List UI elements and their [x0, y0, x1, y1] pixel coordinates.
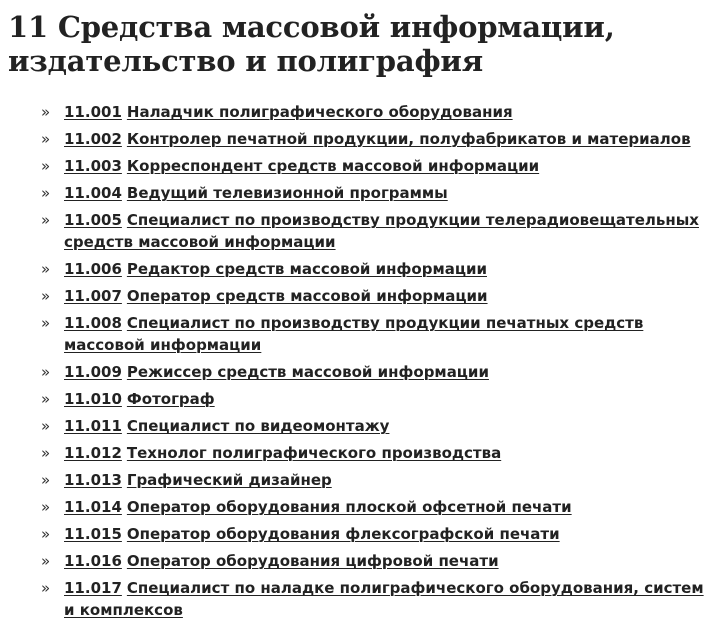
standard-name-link[interactable]: Оператор оборудования плоской офсетной печати: [126, 498, 572, 516]
list-item: [8, 415, 709, 437]
list-item: [8, 101, 709, 123]
bullet-icon: »: [41, 498, 51, 516]
bullet-icon: »: [41, 314, 51, 332]
bullet-icon: »: [41, 184, 51, 202]
list-item: [8, 469, 709, 491]
bullet-icon: »: [41, 471, 51, 489]
list-item: [8, 550, 709, 572]
bullet-icon: »: [41, 130, 51, 148]
list-item: [8, 209, 709, 253]
standard-code-link[interactable]: 11.001: [64, 103, 122, 121]
list-item: [8, 155, 709, 177]
page-title: [8, 10, 709, 78]
standard-name-link[interactable]: Оператор оборудования цифровой печати: [126, 552, 499, 570]
standard-name-link[interactable]: Оператор оборудования флексографской печати: [126, 525, 560, 543]
standard-name-link[interactable]: Специалист по производству продукции телерадиовещательных средств массовой информации: [64, 211, 699, 251]
list-item: [8, 442, 709, 464]
bullet-icon: »: [41, 417, 51, 435]
standard-name-link[interactable]: Специалист по наладке полиграфического оборудования, систем и комплексов: [64, 579, 704, 619]
bullet-icon: »: [41, 390, 51, 408]
standard-name-link[interactable]: Наладчик полиграфического оборудования: [126, 103, 513, 121]
bullet-icon: »: [41, 211, 51, 229]
standard-code-link[interactable]: 11.017: [64, 579, 122, 597]
standard-code-link[interactable]: 11.016: [64, 552, 122, 570]
standard-code-link[interactable]: 11.003: [64, 157, 122, 175]
standard-name-link[interactable]: Корреспондент средств массовой информации: [126, 157, 540, 175]
standard-code-link[interactable]: 11.006: [64, 260, 122, 278]
standard-name-link[interactable]: Фотограф: [126, 390, 215, 408]
standard-code-link[interactable]: 11.013: [64, 471, 122, 489]
list-item: [8, 285, 709, 307]
page-title-line-2: издательство и полиграфия: [8, 44, 483, 78]
standard-code-link[interactable]: 11.007: [64, 287, 122, 305]
bullet-icon: »: [41, 287, 51, 305]
standard-name-link[interactable]: Специалист по производству продукции печатных средств массовой информации: [64, 314, 644, 354]
standard-code-link[interactable]: 11.014: [64, 498, 122, 516]
bullet-icon: »: [41, 363, 51, 381]
bullet-icon: »: [41, 579, 51, 597]
standard-code-link[interactable]: 11.004: [64, 184, 122, 202]
standard-code-link[interactable]: 11.009: [64, 363, 122, 381]
list-item: [8, 361, 709, 383]
standard-code-link[interactable]: 11.002: [64, 130, 122, 148]
bullet-icon: »: [41, 444, 51, 462]
standard-code-link[interactable]: 11.010: [64, 390, 122, 408]
standard-name-link[interactable]: Ведущий телевизионной программы: [126, 184, 448, 202]
bullet-icon: »: [41, 552, 51, 570]
standard-name-link[interactable]: Режиссер средств массовой информации: [126, 363, 489, 381]
standard-code-link[interactable]: 11.012: [64, 444, 122, 462]
standard-name-link[interactable]: Оператор средств массовой информации: [126, 287, 488, 305]
list-item: [8, 258, 709, 280]
standards-list: [8, 101, 709, 621]
list-item: [8, 312, 709, 356]
standard-code-link[interactable]: 11.008: [64, 314, 122, 332]
standard-name-link[interactable]: Графический дизайнер: [126, 471, 332, 489]
standard-name-link[interactable]: Редактор средств массовой информации: [126, 260, 487, 278]
standard-code-link[interactable]: 11.011: [64, 417, 122, 435]
list-item: [8, 523, 709, 545]
bullet-icon: »: [41, 103, 51, 121]
bullet-icon: »: [41, 157, 51, 175]
list-item: [8, 577, 709, 621]
standard-name-link[interactable]: Контролер печатной продукции, полуфабрикатов и материалов: [126, 130, 691, 148]
list-item: [8, 388, 709, 410]
standard-code-link[interactable]: 11.005: [64, 211, 122, 229]
bullet-icon: »: [41, 260, 51, 278]
list-item: [8, 128, 709, 150]
list-item: [8, 182, 709, 204]
standard-name-link[interactable]: Технолог полиграфического производства: [126, 444, 502, 462]
standard-code-link[interactable]: 11.015: [64, 525, 122, 543]
page-title-line-1: 11 Средства массовой информации,: [8, 10, 615, 44]
bullet-icon: »: [41, 525, 51, 543]
list-item: [8, 496, 709, 518]
standard-name-link[interactable]: Специалист по видеомонтажу: [126, 417, 390, 435]
